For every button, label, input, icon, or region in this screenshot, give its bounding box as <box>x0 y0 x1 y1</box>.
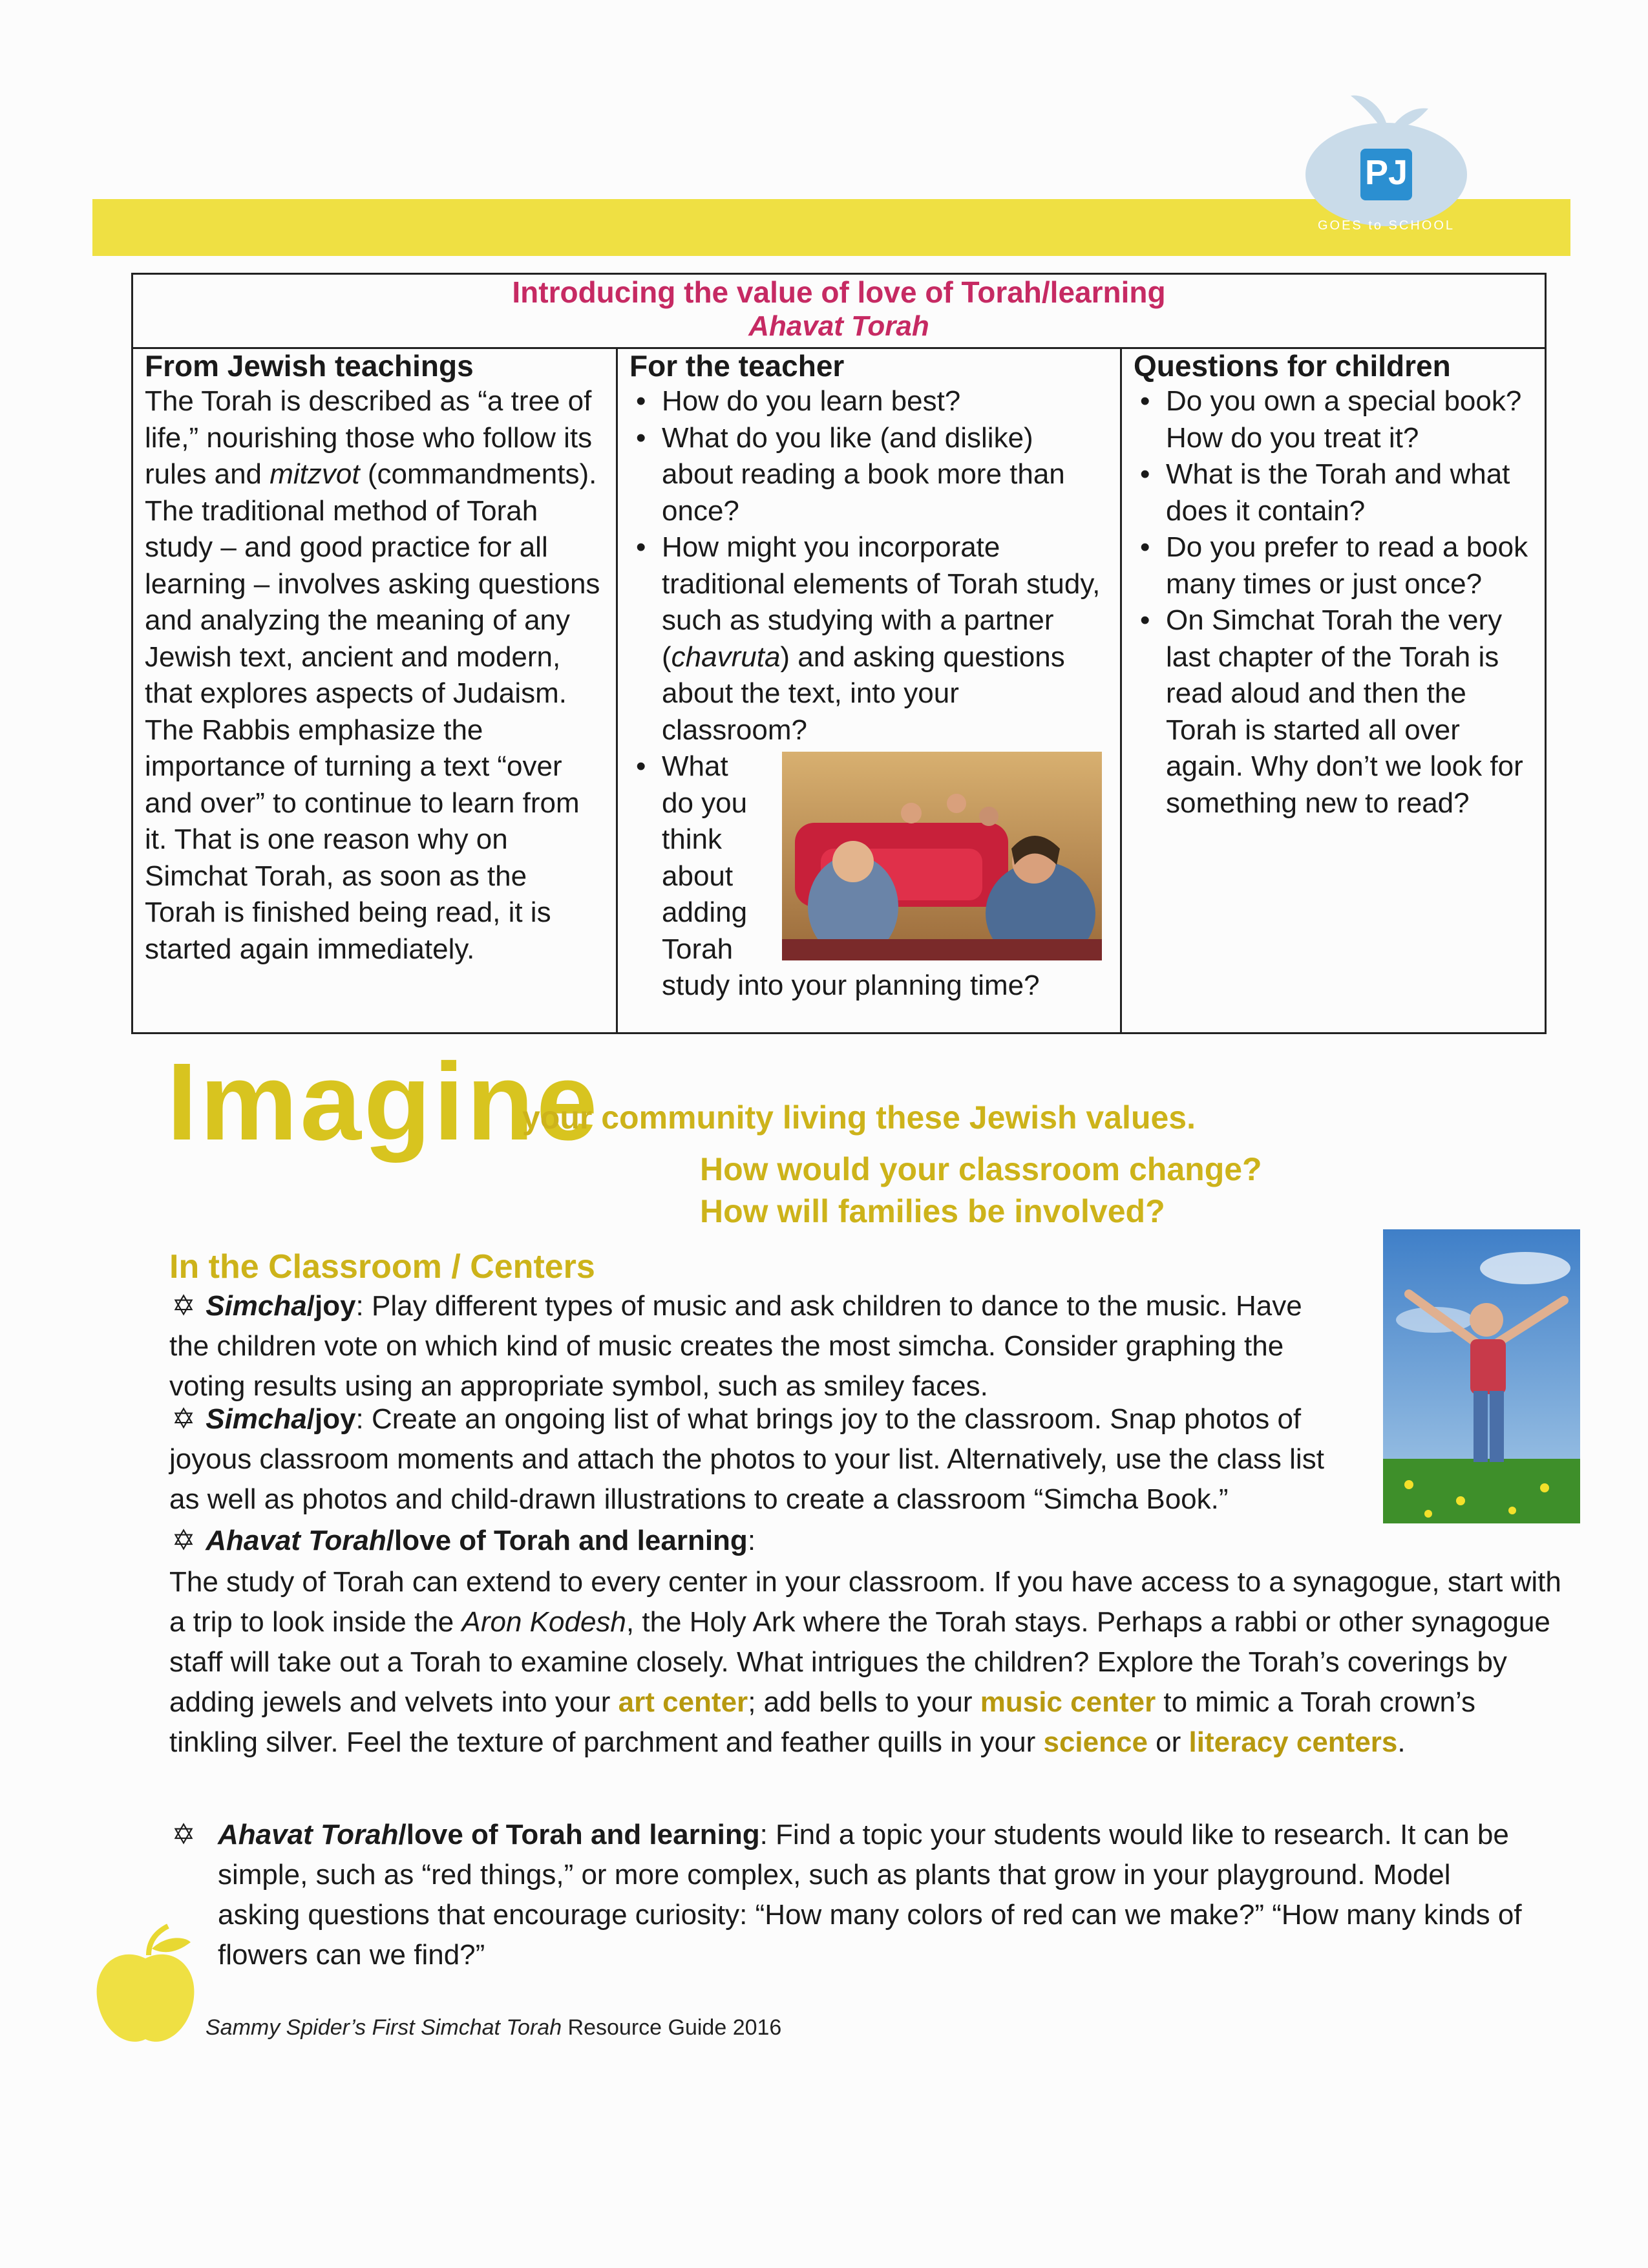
activity-simcha-music: ✡ Simcha/joy: Play different types of music and ask children to dance to the music. Have the children vote on which kind of music creates the most simcha. Consider graphing the voting results using an appropriate symbol, such as smiley faces. <box>169 1286 1333 1406</box>
list-item: • How might you incorporate traditional elements of Torah study, such as studying with a partner (chavruta) and asking questions about the text, into your classroom? <box>662 529 1108 748</box>
footer-citation: Sammy Spider’s First Simchat Torah Resource Guide 2016 <box>206 2015 782 2040</box>
column-heading: Questions for children <box>1134 349 1451 383</box>
activity-ahavat-torah-centers: ✡ Ahavat Torah/love of Torah and learning: The study of Torah can extend to every center in your classroom. If you have access to a synagogue, start with a trip to look inside the Aron Kodesh, the Holy Ark where the Torah stays. Perhaps a rabbi or other synagogue staff will take out a Torah to examine closely. What intrigues the children? Explore the Torah’s coverings by adding jewels and velvets into your art center; add bells to your music center to mimic a Torah crown’s tinkling silver. Feel the texture of parchment and feather quills in your science or literacy centers. <box>169 1521 1565 1763</box>
apple-icon <box>87 1920 204 2049</box>
table-header <box>133 275 1545 349</box>
question-families: How will families be involved? <box>700 1193 1165 1229</box>
column-questions-children <box>1122 347 1545 1032</box>
section-title: In the Classroom / Centers <box>169 1248 595 1286</box>
column-text: The Torah is described as “a tree of life,” nourishing those who follow its rules and mitzvot (commandments). The traditional method of Torah study – and good practice for all learning – involves asking questions and analyzing the meaning of any Jewish text, ancient and modern, that explores aspects of Judaism. The Rabbis emphasize the importance of turning a text “over and over” to continue to learn from it. That is one reason why on Simchat Torah, as soon as the Torah is finished being read, it is started again immediately. <box>145 385 600 965</box>
imagine-subheading: your community living these Jewish values. <box>522 1099 1196 1136</box>
study-group-photo <box>782 752 1102 960</box>
star-of-david-icon: ✡ <box>171 1819 196 1850</box>
logo-tagline: GOES to SCHOOL <box>1317 218 1455 233</box>
pj-goes-to-school-logo <box>1289 90 1483 252</box>
list-item: • What do you think about adding Torah <box>662 748 1108 968</box>
star-of-david-icon: ✡ <box>171 1290 196 1322</box>
column-jewish-teachings <box>133 347 618 1032</box>
question-classroom: How would your classroom change? <box>700 1151 1262 1187</box>
list-item: • What is the Torah and what does it contain? <box>1166 456 1533 529</box>
column-heading: For the teacher <box>629 349 845 383</box>
activity-ahavat-torah-research: ✡ Ahavat Torah/love of Torah and learning: Find a topic your students would like to research. It can be simple, such as “red things,” or more complex, such as plants that grow in your playground. Model asking questions that encourage curiosity: “How many colors of red can we make?” “How many kinds of flowers can we find?” <box>169 1815 1527 1975</box>
logo-text: PJ <box>1364 153 1408 192</box>
list-item: • On Simchat Torah the very last chapter of the Torah is read aloud and then the Torah is started all over again. Why don’t we look for something new to read? <box>1166 602 1533 821</box>
imagine-heading: Imagine <box>167 1041 600 1163</box>
table-title: Introducing the value of love of Torah/learning <box>512 275 1166 309</box>
list-item-end: study into your planning time? <box>662 970 1040 1001</box>
list-item: • Do you own a special book? How do you treat it? <box>1166 383 1533 456</box>
joyful-child-photo <box>1383 1229 1580 1523</box>
list-item: • Do you prefer to read a book many times or just once? <box>1166 529 1533 602</box>
activity-simcha-list: ✡ Simcha/joy: Create an ongoing list of what brings joy to the classroom. Snap photos of joyous classroom moments and attach the photos to your list. Alternatively, use the class list as well as photos and child-drawn illustrations to create a classroom “Simcha Book.” <box>169 1399 1352 1520</box>
list-item: • What do you like (and dislike) about reading a book more than once? <box>662 420 1108 530</box>
column-heading: From Jewish teachings <box>145 349 474 383</box>
star-of-david-icon: ✡ <box>171 1525 196 1556</box>
star-of-david-icon: ✡ <box>171 1403 196 1435</box>
table-subtitle: Ahavat Torah <box>748 310 929 342</box>
list-item: • How do you learn best? <box>662 383 1108 420</box>
